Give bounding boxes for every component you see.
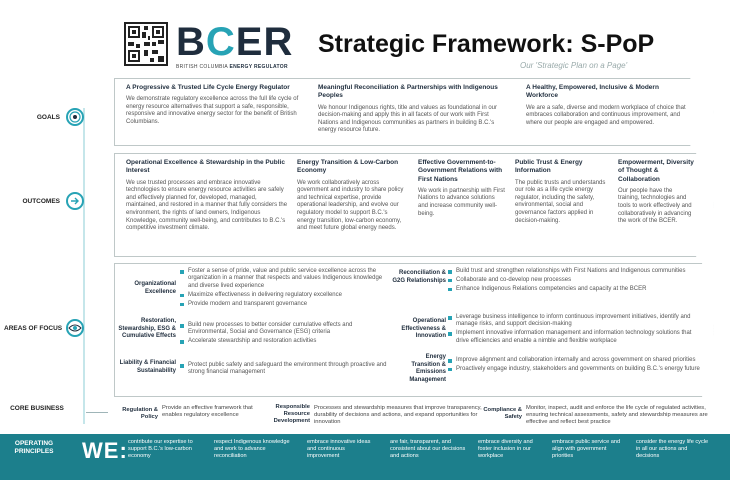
area-right-1-heading: Reconciliation & G2G Relationships — [392, 270, 446, 284]
outcome-4 — [515, 159, 609, 225]
principle-item: respect Indigenous knowledge and work to advance reconciliation — [214, 439, 290, 459]
row-label-areas: AREAS OF FOCUS — [4, 325, 63, 332]
principle-item: embrace innovative ideas and continuous improvement — [307, 439, 371, 459]
area-left-2-item: Build new processes to better consider cumulative effects and Environmental, Social and Governance (ESG) criteria — [180, 322, 388, 337]
area-left-2-item: Accelerate stewardship and restoration activities — [180, 338, 388, 345]
area-right-2-item: Implement innovative information management and information technology solutions that drive efficiencies and enable a nimble and flexible workplace — [448, 330, 702, 345]
row-label-outcomes: OUTCOMES — [22, 198, 60, 205]
outcome-3-heading: Effective Government-to-Government Relations with First Nations — [418, 159, 503, 183]
goal-3-body: We are a safe, diverse and modern workplace of choice that embraces collaboration and continuous improvement, and where our people are engaged and empowered. — [526, 104, 686, 126]
goal-2 — [318, 84, 508, 135]
principle-item: embrace public service and align with government priorities — [552, 439, 621, 459]
core-3-body: Monitor, inspect, audit and enforce the life cycle of regulated activities, ensuring technical assessments, safety and stewardship measures are effective and reflect best practice — [526, 405, 708, 425]
qr-code-icon — [124, 22, 168, 66]
area-right-1-list — [448, 268, 688, 293]
outcome-2-body: We work collaboratively across government and industry to share policy and technical expertise, provide operational leadership, and evolve our regulatory model to support B.C.'s energy transition, low-carbon economy, and meet future global energy needs. — [297, 179, 404, 232]
arrow-right-icon — [66, 192, 84, 210]
area-right-2-heading: Operational Effectiveness & Innovation — [401, 318, 446, 339]
outcome-2 — [297, 159, 407, 233]
area-right-1-item: Collaborate and co-develop new processes — [448, 277, 688, 284]
area-right-3-list — [448, 357, 702, 373]
area-left-1-heading: Organizational Excellence — [134, 281, 176, 295]
area-left-1-list — [180, 268, 388, 308]
principle-item: embrace diversity and foster inclusion in our workplace — [478, 439, 533, 459]
target-icon — [66, 108, 84, 126]
page-title: Strategic Framework: S-PoP — [318, 30, 655, 58]
outcome-4-heading: Public Trust & Energy Information — [515, 159, 583, 175]
goal-2-heading: Meaningful Reconciliation & Partnerships with Indigenous Peoples — [318, 84, 498, 100]
area-left-2-list — [180, 322, 388, 346]
area-right-1-item: Build trust and strengthen relationships with First Nations and Indigenous communities — [448, 268, 688, 275]
eye-icon — [66, 319, 84, 337]
goal-3-heading: A Healthy, Empowered, Inclusive & Modern Workforce — [526, 84, 659, 100]
area-left-2-heading: Restoration, Stewardship, ESG & Cumulative Effects — [118, 318, 176, 339]
page-subtitle: Our 'Strategic Plan on a Page' — [520, 61, 628, 70]
area-left-3-heading: Liability & Financial Sustainability — [119, 360, 176, 374]
core-2-heading: Responsible Resource Development — [273, 404, 310, 424]
area-right-2-list — [448, 314, 702, 345]
row-label-core: CORE BUSINESS — [10, 405, 64, 412]
principle-item: are fair, transparent, and consistent about our decisions and actions — [390, 439, 466, 459]
outcome-5-heading: Empowerment, Diversity of Thought & Collaboration — [618, 159, 694, 183]
core-3-heading: Compliance & Safety — [483, 407, 522, 420]
area-left-1-item: Provide modern and transparent governance — [180, 301, 388, 308]
qr-code-graphic — [126, 24, 166, 64]
goal-2-body: We honour Indigenous rights, title and values as foundational in our decision-making and apply this in all facets of our work with First Nations and Indigenous communities as partners in building B.C.'s energy resource future. — [318, 104, 498, 134]
principle-item: contribute our expertise to support B.C.'s low-carbon economy — [128, 439, 193, 459]
core-divider — [86, 412, 108, 413]
outcome-2-heading: Energy Transition & Low-Carbon Economy — [297, 159, 399, 175]
timeline-spine — [83, 108, 85, 424]
outcome-1-heading: Operational Excellence & Stewardship in the Public Interest — [126, 159, 285, 175]
goal-1-body: We demonstrate regulatory excellence across the full life cycle of energy resource alternatives that support a safe, responsible, responsive and innovative energy sector for the benefit of British Columbians. — [126, 96, 299, 126]
outcome-4-body: The public trusts and understands our role as a life cycle energy regulator, including the safety, environmental, social and governance factors applied in decision-making. — [515, 179, 606, 224]
outcome-3-body: We work in partnership with First Nations to advance solutions and increase community well-being. — [418, 187, 505, 217]
core-1-heading: Regulation & Policy — [122, 407, 158, 420]
logo-letters: BCER — [176, 20, 294, 64]
goal-1-heading: A Progressive & Trusted Life Cycle Energy Regulator — [126, 84, 290, 91]
outcome-1 — [126, 159, 288, 233]
area-right-3-heading: Energy Transition & Emissions Management — [409, 354, 446, 383]
area-left-3-list — [180, 362, 388, 377]
bcer-logo — [176, 20, 294, 72]
outcome-5-body: Our people have the training, technologies and tools to work effectively and collaboratively in advancing the work of the BCER. — [618, 187, 692, 225]
logo-subtitle — [176, 64, 286, 70]
outcome-5 — [618, 159, 694, 226]
operating-principles-label: OPERATING PRINCIPLES — [14, 440, 54, 455]
area-left-1-item: Foster a sense of pride, value and public service excellence across the organization in a manner that respects and values Indigenous knowledge and diverse lived experience — [180, 268, 388, 290]
outcome-1-body: We use trusted processes and embrace innovative technologies to ensure energy resource activities are safely and effectively planned for, developed, managed, maintained, and restored in a manner that fully considers the environment, the rights of land owners, Indigenous Knowledge, community well-being, and contributes to B.C.'s competitive investment climate. — [126, 179, 288, 232]
logo-sub-bold: ENERGY REGULATOR — [229, 64, 288, 70]
logo-sub-prefix: BRITISH COLUMBIA — [176, 64, 228, 70]
core-2-body: Processes and stewardship measures that improve transparency, durability of decisions and actions, and expand opportunities for innovation — [314, 405, 482, 425]
we-label: WE: — [82, 438, 128, 463]
area-left-1-item: Maximize effectiveness in delivering regulatory excellence — [180, 292, 388, 299]
outcome-3 — [418, 159, 506, 218]
logo-letter-c: C — [205, 20, 236, 64]
area-right-3-item: Proactively engage industry, stakeholders and governments on building B.C.'s energy future — [448, 366, 702, 373]
row-label-goals: GOALS — [36, 114, 60, 121]
goal-3 — [526, 84, 686, 127]
principle-item: consider the energy life cycle in all our actions and decisions — [636, 439, 709, 459]
goal-1 — [126, 84, 306, 127]
area-left-3-item: Protect public safety and safeguard the environment through proactive and strong financial management — [180, 362, 388, 377]
area-right-1-item: Enhance Indigenous Relations competencies and capacity at the BCER — [448, 286, 688, 293]
logo-wordmark — [176, 20, 294, 64]
area-right-2-item: Leverage business intelligence to inform continuous improvement initiatives, identify and manage risks, and support decision-making — [448, 314, 702, 329]
area-right-3-item: Improve alignment and collaboration internally and across government on shared priorities — [448, 357, 702, 364]
core-1-body: Provide an effective framework that enables regulatory excellence — [162, 405, 253, 418]
